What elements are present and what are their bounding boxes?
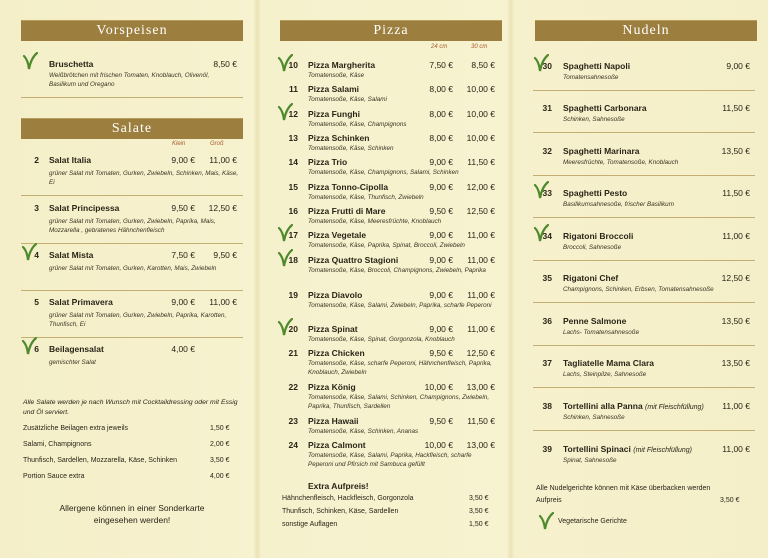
pizza-number: 15	[288, 182, 298, 192]
pizza-number: 21	[288, 348, 298, 358]
pasta-name	[563, 146, 640, 156]
divider	[533, 217, 755, 218]
divider	[533, 387, 755, 388]
pasta-desc: Schinken, Sahnesoße	[563, 414, 625, 421]
pasta-desc: Champignons, Schinken, Erbsen, Tomatensahnesoße	[563, 286, 714, 293]
pizza-price-large: 11,00 €	[467, 324, 495, 334]
pizza-number: 16	[288, 206, 298, 216]
pasta-price: 11,50 €	[722, 188, 750, 198]
pasta-name	[563, 444, 692, 454]
pizza-desc: Tomatensoße, Käse, Champignons	[308, 121, 407, 128]
salad-desc: grüner Salat mit Tomaten, Gurken, Zwiebeln, Paprika, Mais, Mozzarella , gebratenes Hähnchenfleisch	[49, 218, 216, 234]
pizza-price-large: 11,00 €	[467, 290, 495, 300]
pizza-number: 19	[288, 290, 298, 300]
pizza-name: Pizza Trio	[308, 157, 348, 167]
pizza-desc: Tomatensoße, Käse, Broccoli, Champignons, Zwiebeln, Paprika	[308, 267, 486, 274]
size-large-label: 30 cm	[471, 44, 488, 50]
vegetarian-icon	[22, 52, 38, 70]
pizza-number: 14	[288, 157, 298, 167]
salad-price-large: 9,50 €	[213, 250, 237, 260]
pasta-name-text: Tagliatelle Mama Clara	[563, 358, 655, 368]
divider	[533, 430, 755, 431]
pizza-price-small: 10,00 €	[424, 440, 453, 450]
pizza-price-large: 12,50 €	[466, 206, 495, 216]
extra-label: Hähnchenfleisch, Hackfleisch, Gorgonzola	[282, 495, 414, 502]
pasta-number: 32	[542, 146, 552, 156]
extra-price: 2,00 €	[210, 441, 230, 448]
salad-name: Salat Italia	[49, 155, 92, 165]
pasta-price: 12,50 €	[721, 273, 750, 283]
pasta-desc: Tomatensahnesoße	[563, 74, 619, 81]
pizza-number: 12	[288, 109, 298, 119]
pizza-desc: Tomatensoße, Käse, Spinat, Gorgonzola, Knoblauch	[308, 336, 455, 343]
pizza-desc: Tomatensoße, Käse, Salami	[308, 96, 387, 103]
salate-header: Salate	[21, 118, 243, 139]
size-small-label: 24 cm	[431, 44, 448, 50]
pasta-desc: Spinat, Sahnesoße	[563, 457, 617, 464]
extra-label: Portion Sauce extra	[23, 473, 85, 480]
pasta-footer: Alle Nudelgerichte können mit Käse überbacken werden	[536, 485, 711, 492]
pizza-price-small: 9,50 €	[429, 416, 453, 426]
pasta-number: 35	[542, 273, 552, 283]
pizza-name: Pizza Vegetale	[308, 230, 367, 240]
pizza-desc: Tomatensoße, Käse, Paprika, Spinat, Broccoli, Zwiebeln	[308, 242, 465, 249]
pizza-price-small: 10,00 €	[424, 382, 453, 392]
pasta-number: 38	[542, 401, 552, 411]
pasta-desc: Lachs- Tomatensahnesoße	[563, 329, 640, 336]
pizza-name: Pizza Chicken	[308, 348, 365, 358]
pizza-desc: Tomatensoße, Käse, Meeresfrüchte, Knoblauch	[308, 218, 442, 225]
pizza-name: Pizza Calmont	[308, 440, 366, 450]
pizza-number: 11	[289, 84, 298, 94]
pizza-number: 23	[288, 416, 298, 426]
extra-price: 3,50 €	[210, 457, 230, 464]
salad-price-small: 9,50 €	[171, 203, 195, 213]
pasta-price: 13,50 €	[721, 358, 750, 368]
pasta-price: 11,00 €	[722, 444, 750, 454]
pasta-desc: Broccoli, Sahnesoße	[563, 244, 622, 251]
pizza-number: 10	[288, 60, 298, 70]
vorspeise-price: 8,50 €	[213, 59, 237, 69]
pasta-name-text: Tortellini alla Panna	[563, 401, 643, 411]
vorspeisen-header: Vorspeisen	[21, 20, 243, 41]
divider	[21, 337, 243, 338]
pizza-desc: Tomatensoße, Käse, Thunfisch, Zwiebeln	[308, 194, 424, 201]
pizza-name: Pizza Hawaii	[308, 416, 359, 426]
pizza-price-large: 13,00 €	[466, 440, 495, 450]
pizza-desc: Tomatensoße, Käse, Champignons, Salami, Schinken	[308, 169, 459, 176]
salad-number: 4	[34, 250, 39, 260]
pizza-desc: Tomatensoße, Käse	[308, 72, 365, 79]
salad-name: Salat Primavera	[49, 297, 113, 307]
extra-price: 4,00 €	[210, 473, 230, 480]
size-small-label: Klein	[172, 141, 186, 147]
extra-label: Thunfisch, Schinken, Käse, Sardellen	[282, 508, 399, 515]
pasta-name	[563, 273, 618, 283]
nudeln-header: Nudeln	[535, 20, 757, 41]
pizza-price-small: 8,00 €	[429, 133, 453, 143]
vegetarian-legend: Vegetarische Gerichte	[558, 518, 627, 525]
pasta-desc: Schinken, Sahnesoße	[563, 116, 625, 123]
pasta-number: 31	[542, 103, 552, 113]
pasta-surcharge-price: 3,50 €	[720, 497, 740, 504]
pizza-price-small: 7,50 €	[429, 60, 453, 70]
pasta-name	[563, 358, 654, 368]
extra-price: 3,50 €	[469, 495, 489, 502]
pasta-filling-note: (mit Fleischfüllung)	[645, 404, 704, 411]
salad-note: Alle Salate werden je nach Wunsch mit Cocktaildressing oder mit Essig und Öl serviert.	[23, 399, 238, 416]
divider	[533, 132, 755, 133]
divider	[533, 302, 755, 303]
pizza-name: Pizza Diavolo	[308, 290, 363, 300]
pasta-number: 39	[542, 444, 552, 454]
pizza-number: 24	[288, 440, 298, 450]
divider	[21, 243, 243, 244]
pasta-name	[563, 103, 647, 113]
pizza-price-small: 9,50 €	[429, 348, 453, 358]
pizza-desc: Tomatensoße, Käse, scharfe Peperoni, Hähnchenfleisch, Paprika, Knoblauch, Zwiebeln	[308, 360, 492, 376]
pizza-number: 20	[288, 324, 298, 334]
pizza-price-small: 8,00 €	[429, 109, 453, 119]
pasta-name-text: Spaghetti Pesto	[563, 188, 628, 198]
pasta-name-text: Penne Salmone	[563, 316, 627, 326]
pizza-price-large: 11,00 €	[467, 230, 495, 240]
pasta-desc: Meeresfrüchte, Tomatensoße, Knoblauch	[563, 159, 679, 166]
pasta-name-text: Spaghetti Carbonara	[563, 103, 647, 113]
pizza-name: Pizza Margherita	[308, 60, 376, 70]
pasta-number: 37	[542, 358, 552, 368]
size-large-label: Groß	[210, 141, 224, 147]
allergen-note: Allergene können in einer Sonderkarte eingesehen werden!	[59, 503, 205, 525]
pizza-price-large: 11,50 €	[467, 416, 495, 426]
pasta-number: 33	[542, 188, 552, 198]
pasta-price: 11,50 €	[722, 103, 750, 113]
divider	[533, 90, 755, 91]
salad-desc: grüner Salat mit Tomaten, Gurken, Zwiebeln, Schinken, Mais, Käse, Ei	[49, 170, 239, 186]
pizza-name: Pizza König	[308, 382, 356, 392]
pizza-desc: Tomatensoße, Käse, Salami, Paprika, Hackfleisch, scharfe Peperoni und Pfirsich mit Sambuca gefüllt	[308, 452, 472, 468]
pasta-desc: Basilikumsahnesoße, frischer Basilikum	[563, 201, 674, 208]
pizza-price-large: 11,50 €	[467, 157, 495, 167]
vegetarian-icon	[538, 512, 554, 530]
pasta-name-text: Tortellini Spinaci	[563, 444, 631, 454]
pizza-price-large: 10,00 €	[466, 84, 495, 94]
pizza-price-small: 9,00 €	[429, 230, 453, 240]
pizza-header: Pizza	[280, 20, 502, 41]
pasta-price: 11,00 €	[722, 231, 750, 241]
divider	[21, 195, 243, 196]
pasta-price: 9,00 €	[726, 61, 750, 71]
pasta-number: 34	[542, 231, 552, 241]
pizza-price-small: 9,00 €	[429, 290, 453, 300]
pasta-price: 13,50 €	[721, 146, 750, 156]
extra-label: Zusätzliche Beilagen extra jeweils	[23, 425, 129, 432]
pasta-name-text: Rigatoni Broccoli	[563, 231, 634, 241]
vorspeise-name: Bruschetta	[49, 59, 94, 69]
salad-price-small: 9,00 €	[171, 155, 195, 165]
pizza-price-small: 9,50 €	[429, 206, 453, 216]
salad-name: Salat Mista	[49, 250, 94, 260]
pizza-price-large: 13,00 €	[466, 382, 495, 392]
extra-label: sonstige Auflagen	[282, 521, 338, 528]
pasta-name-text: Rigatoni Chef	[563, 273, 619, 283]
pizza-name: Pizza Funghi	[308, 109, 360, 119]
divider	[533, 260, 755, 261]
salad-price-large: 12,50 €	[208, 203, 237, 213]
pasta-price: 13,50 €	[721, 316, 750, 326]
pasta-name-text: Spaghetti Marinara	[563, 146, 640, 156]
pizza-name: Pizza Quattro Stagioni	[308, 255, 399, 265]
pasta-name	[563, 316, 626, 326]
pasta-number: 36	[542, 316, 552, 326]
pizza-price-small: 8,00 €	[429, 84, 453, 94]
pizza-number: 18	[288, 255, 298, 265]
divider	[21, 290, 243, 291]
pizza-price-large: 12,50 €	[466, 348, 495, 358]
pasta-surcharge-label: Aufpreis	[536, 497, 562, 504]
pizza-name: Pizza Salami	[308, 84, 360, 94]
pasta-name	[563, 61, 630, 71]
salad-number: 3	[34, 203, 39, 213]
salad-number: 6	[34, 344, 39, 354]
pizza-price-large: 12,00 €	[466, 182, 495, 192]
salad-number: 5	[34, 297, 39, 307]
pasta-name	[563, 231, 633, 241]
pizza-price-large: 10,00 €	[466, 133, 495, 143]
pizza-number: 13	[288, 133, 298, 143]
pizza-price-large: 8,50 €	[471, 60, 495, 70]
pizza-price-small: 9,00 €	[429, 255, 453, 265]
pasta-name	[563, 401, 704, 411]
pizza-name: Pizza Schinken	[308, 133, 370, 143]
pizza-price-large: 10,00 €	[466, 109, 495, 119]
pizza-extra-title: Extra Aufpreis!	[308, 481, 369, 491]
extra-price: 1,50 €	[210, 425, 230, 432]
divider	[533, 175, 755, 176]
pizza-desc: Tomatensoße, Käse, Schinken	[308, 145, 394, 152]
pasta-name	[563, 188, 627, 198]
pasta-number: 30	[542, 61, 552, 71]
salad-price-large: 11,00 €	[209, 297, 237, 307]
salad-desc: grüner Salat mit Tomaten, Gurken, Zwiebeln, Paprika, Karotten, Thunfisch, Ei	[49, 312, 227, 328]
salad-desc: gemischter Salat	[49, 359, 96, 366]
extra-price: 3,50 €	[469, 508, 489, 515]
pasta-name-text: Spaghetti Napoli	[563, 61, 631, 71]
pizza-number: 17	[288, 230, 298, 240]
pizza-desc: Tomatensoße, Käse, Schinken, Ananas	[308, 428, 419, 435]
pizza-price-large: 11,00 €	[467, 255, 495, 265]
salad-price-small: 7,50 €	[171, 250, 195, 260]
pizza-price-small: 9,00 €	[429, 324, 453, 334]
pasta-desc: Lachs, Steinpilze, Sahnesoße	[563, 371, 647, 378]
pasta-filling-note: (mit Fleischfüllung)	[633, 447, 692, 454]
salad-desc: grüner Salat mit Tomaten, Gurken, Karotten, Mais, Zwiebeln	[49, 265, 217, 272]
pizza-number: 22	[288, 382, 298, 392]
salad-name: Beilagensalat	[49, 344, 104, 354]
extra-price: 1,50 €	[469, 521, 489, 528]
salad-number: 2	[34, 155, 39, 165]
salad-price-small: 9,00 €	[171, 297, 195, 307]
divider	[21, 97, 243, 98]
pizza-desc: Tomatensoße, Käse, Salami, Schinken, Champignons, Zwiebeln, Paprika, Thunfisch, Sardellen	[308, 394, 490, 410]
divider	[533, 345, 755, 346]
pizza-name: Pizza Frutti di Mare	[308, 206, 386, 216]
salad-price-small: 4,00 €	[171, 344, 195, 354]
pizza-name: Pizza Tonno-Cipolla	[308, 182, 389, 192]
salad-price-large: 11,00 €	[209, 155, 237, 165]
pizza-price-small: 9,00 €	[429, 157, 453, 167]
pizza-desc: Tomatensoße, Käse, Salami, Zwiebeln, Paprika, scharfe Peperoni	[308, 302, 492, 309]
pizza-price-small: 9,00 €	[429, 182, 453, 192]
extra-label: Salami, Champignons	[23, 441, 92, 448]
pasta-price: 11,00 €	[722, 401, 750, 411]
salad-name: Salat Principessa	[49, 203, 120, 213]
vorspeise-desc: Weißbrötchen mit frischen Tomaten, Knoblauch, Olivenöl, Basilikum und Oregano	[49, 72, 210, 88]
pizza-name: Pizza Spinat	[308, 324, 358, 334]
extra-label: Thunfisch, Sardellen, Mozzarella, Käse, Schinken	[23, 457, 178, 464]
